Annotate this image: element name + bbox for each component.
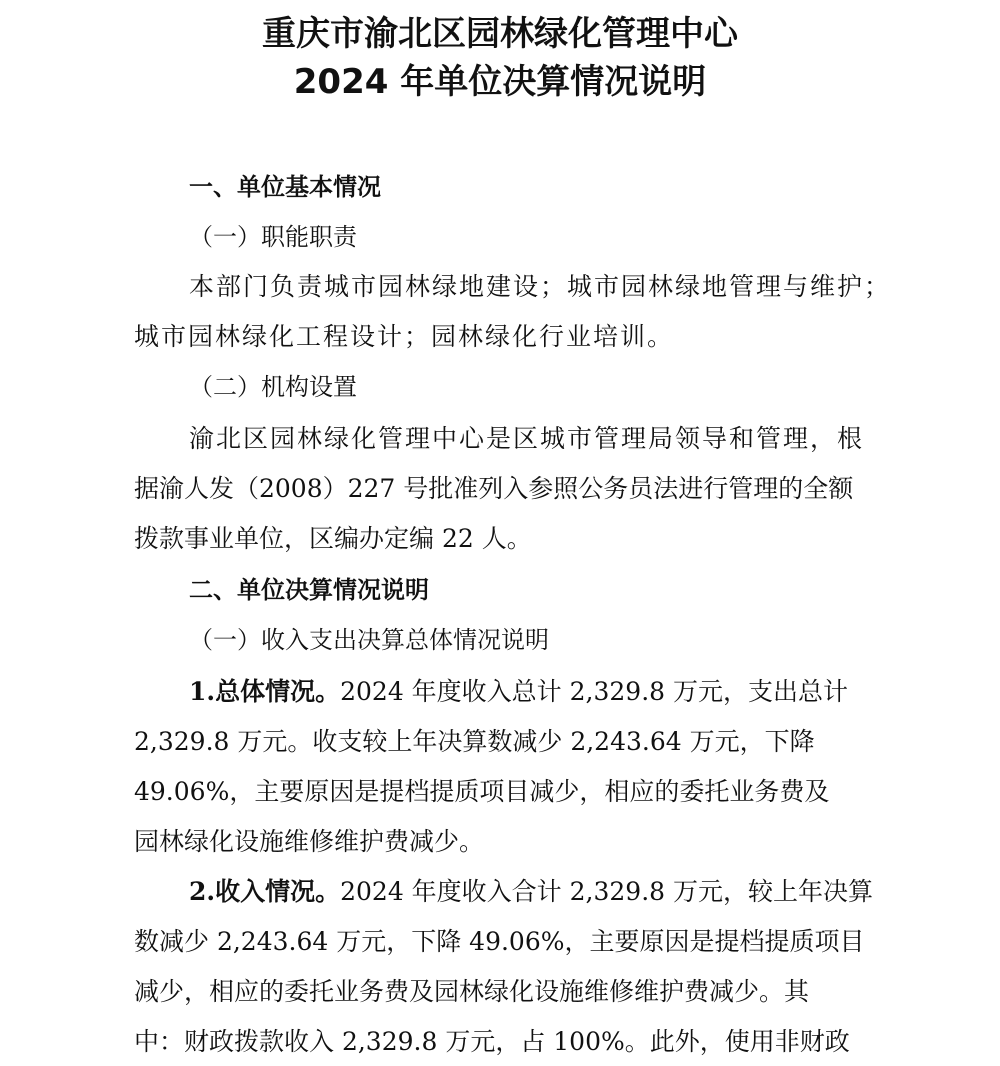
overall-paragraph-line3: 49.06%，主要原因是提档提质项目减少，相应的委托业务费及 <box>134 777 830 806</box>
section1-sub1-heading: （一）职能职责 <box>189 223 357 251</box>
section1-sub1-line2: 城市园林绿化工程设计；园林绿化行业培训。 <box>134 322 675 351</box>
income-paragraph-line4: 中：财政拨款收入 2,329.8 万元，占 100%。此外，使用非财政 <box>134 1027 850 1056</box>
section1-sub2-heading: （二）机构设置 <box>189 373 357 401</box>
section1-sub2-line3: 拨款事业单位，区编办定编 22 人。 <box>134 524 532 553</box>
overall-paragraph-line4: 园林绿化设施维修维护费减少。 <box>134 827 485 856</box>
income-lead: 2.收入情况。 <box>189 877 341 906</box>
income-paragraph-line3: 减少，相应的委托业务费及园林绿化设施维修维护费减少。其 <box>134 977 810 1006</box>
income-paragraph-line2: 数减少 2,243.64 万元，下降 49.06%，主要原因是提档提质项目 <box>134 927 865 956</box>
section2-heading: 二、单位决算情况说明 <box>189 576 429 604</box>
overall-paragraph-line1 <box>189 677 848 707</box>
overall-paragraph-line2: 2,329.8 万元。收支较上年决算数减少 2,243.64 万元，下降 <box>134 727 815 756</box>
section1-sub1-line1: 本部门负责城市园林绿地建设；城市园林绿地管理与维护； <box>189 272 892 301</box>
document-title-line2: 2024 年单位决算情况说明 <box>293 62 707 102</box>
section1-sub2-line2: 据渝人发（2008）227 号批准列入参照公务员法进行管理的全额 <box>134 474 854 503</box>
income-line1-text: 2024 年度收入合计 2,329.8 万元，较上年决算 <box>340 877 873 906</box>
section1-sub2-line1: 渝北区园林绿化管理中心是区城市管理局领导和管理，根 <box>189 424 865 453</box>
section1-heading: 一、单位基本情况 <box>189 173 381 201</box>
document-title-line1: 重庆市渝北区园林绿化管理中心 <box>262 14 738 54</box>
income-paragraph-line1 <box>189 877 873 907</box>
overall-lead: 1.总体情况。 <box>189 677 341 706</box>
section2-sub1-heading: （一）收入支出决算总体情况说明 <box>189 626 549 654</box>
overall-line1-text: 2024 年度收入总计 2,329.8 万元，支出总计 <box>340 677 848 706</box>
